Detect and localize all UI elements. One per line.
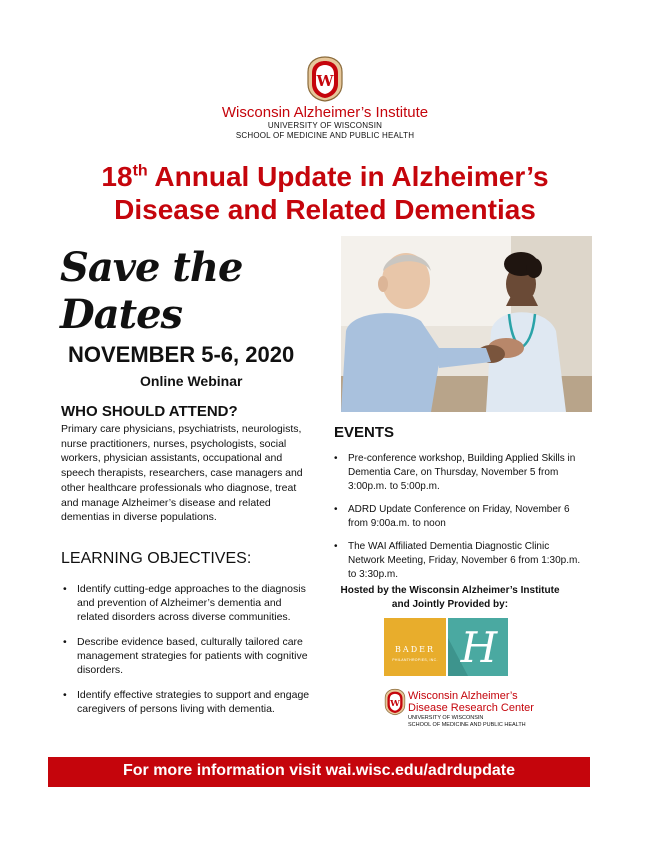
who-body: Primary care physicians, psychiatrists, neurologists, nurse practitioners, nurses, psychologists, social workers, physician assistants, occupational and speech therapists, researchers, case managers and other healthcare professionals who diagnose, treat and manage Alzheimer’s disease and related dementias in diverse populations.: [61, 423, 303, 524]
crest-letter: W: [316, 72, 334, 90]
learning-list: [61, 582, 311, 727]
caregiver-patient-photo: [341, 236, 592, 412]
hosted-line2: and Jointly Provided by:: [391, 599, 509, 610]
event-title: [0, 160, 650, 226]
event-format: Online Webinar: [140, 373, 243, 389]
adrc-crest-icon: [384, 688, 406, 716]
list-item: • Identify effective strategies to support and engage caregivers of persons living with dementia.: [61, 688, 311, 716]
bader-sub: PHILANTHROPIES, INC.: [392, 658, 438, 662]
institute-school: SCHOOL OF MEDICINE AND PUBLIC HEALTH: [235, 131, 415, 140]
footer-link-text[interactable]: For more information visit wai.wisc.edu/adrdupdate: [122, 762, 516, 779]
adrc-university: UNIVERSITY OF WISCONSIN: [408, 715, 484, 721]
institute-name: Wisconsin Alzheimer’s Institute: [221, 104, 429, 121]
learning-heading: LEARNING OBJECTIVES:: [61, 550, 252, 567]
title-line2: Disease and Related Dementias: [114, 194, 536, 225]
title-ordinal-suffix: th: [132, 162, 148, 180]
list-item: • Pre-conference workshop, Building Applied Skills in Dementia Care, on Thursday, November 5 from 3:00p.m. to 5:00p.m.: [334, 452, 584, 494]
events-list: [334, 452, 584, 591]
hosted-line1: Hosted by the Wisconsin Alzheimer’s Institute: [340, 585, 560, 596]
events-heading: EVENTS: [334, 424, 395, 441]
adrc-name-line1: Wisconsin Alzheimer’s: [408, 690, 518, 702]
bader-name: BADER: [395, 645, 435, 654]
crest-letter: W: [390, 699, 400, 710]
uw-crest-icon: [306, 56, 344, 102]
adrc-name-line2: Disease Research Center: [408, 702, 534, 714]
footer-banner: [48, 757, 590, 787]
title-ordinal-num: 18: [101, 161, 133, 192]
list-item: • Describe evidence based, culturally tailored care management strategies for patients with cognitive disorders.: [61, 635, 311, 677]
list-item: • ADRD Update Conference on Friday, November 6 from 9:00a.m. to noon: [334, 503, 584, 531]
event-dates: NOVEMBER 5-6, 2020: [68, 342, 295, 367]
h-foundation-logo: [448, 618, 508, 676]
save-the-dates-script: Save the Dates: [60, 244, 243, 338]
list-item: • The WAI Affiliated Dementia Diagnostic Clinic Network Meeting, Friday, November 6 from 1:30p.m. to 3:30p.m.: [334, 540, 584, 582]
bader-philanthropies-logo: [384, 618, 446, 676]
who-heading: WHO SHOULD ATTEND?: [61, 403, 238, 420]
h-foundation-letter: H: [460, 623, 498, 672]
institute-university: UNIVERSITY OF WISCONSIN: [267, 121, 383, 130]
list-item: • Identify cutting-edge approaches to the diagnosis and prevention of Alzheimer’s dementia and related disorders across diverse communities.: [61, 582, 311, 624]
adrc-school: SCHOOL OF MEDICINE AND PUBLIC HEALTH: [408, 722, 526, 728]
title-line1-rest: Annual Update in Alzheimer’s: [147, 161, 549, 192]
